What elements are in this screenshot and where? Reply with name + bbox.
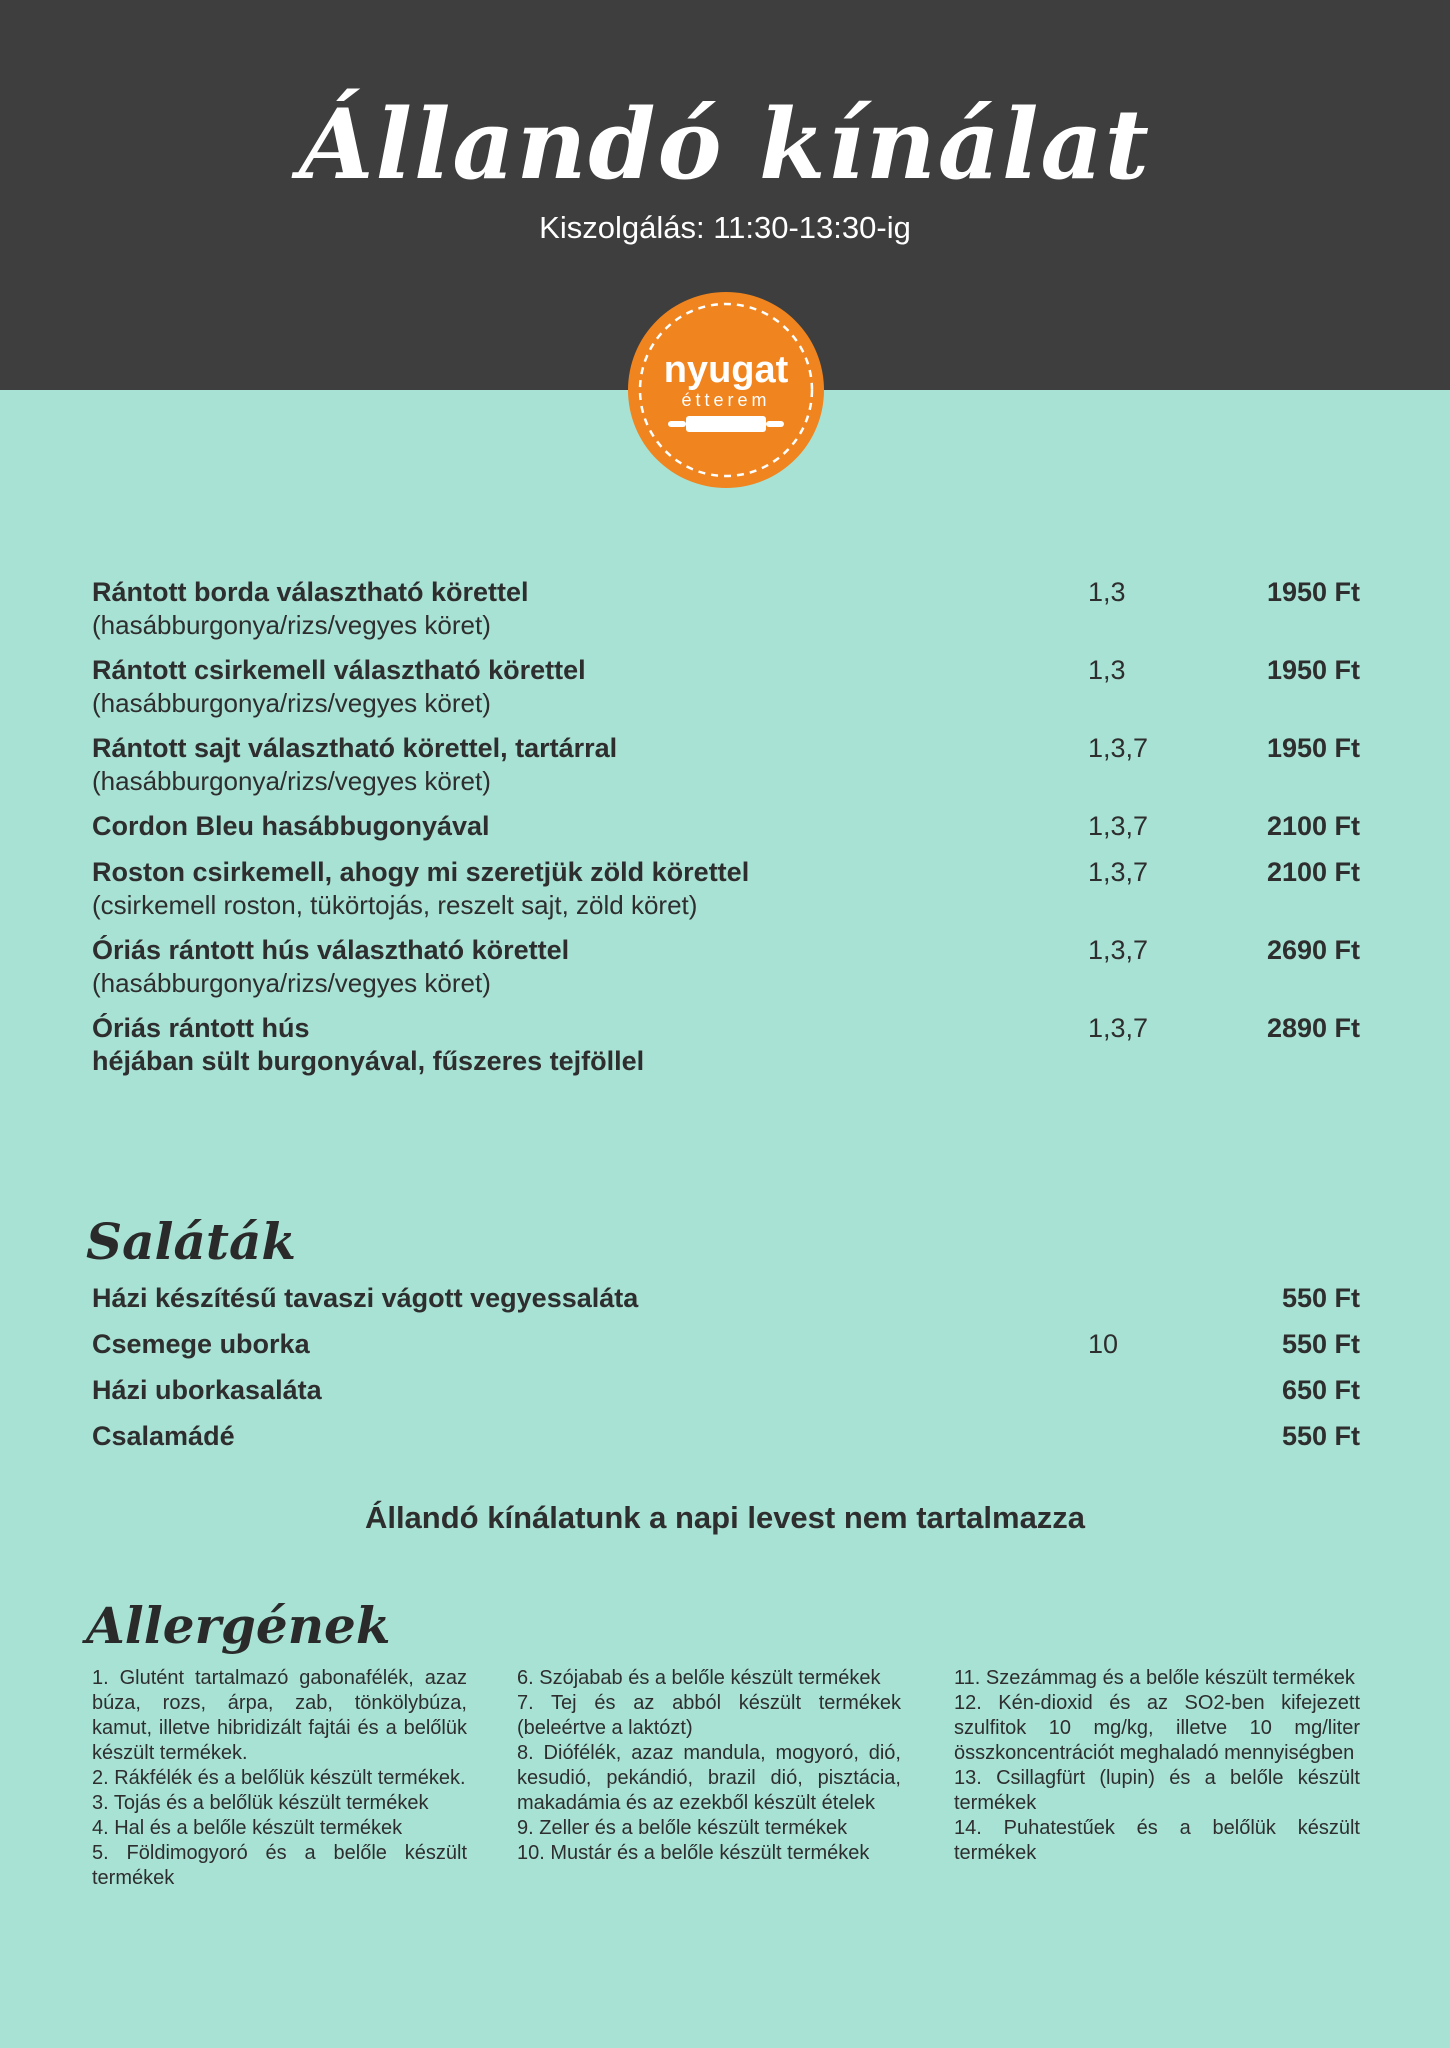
allergen-entry: 8. Diófélék, azaz mandula, mogyoró, dió, kesudió, pekándió, brazil dió, pisztácia, makadámia és az ezekből készült ételek <box>517 1742 901 1814</box>
allergen-entry: 7. Tej és az abból készült termékek (beleértve a laktózt) <box>517 1692 901 1739</box>
allergen-entry: 13. Csillagfürt (lupin) és a belőle készült termékek <box>954 1767 1360 1814</box>
item-allergens: 1,3,7 <box>1088 1013 1149 1043</box>
item-allergens: 1,3,7 <box>1088 733 1149 763</box>
allergen-entry: 12. Kén-dioxid és az SO2-ben kifejezett szulfitok 10 mg/kg, illetve 10 mg/liter összkoncentrációt meghaladó mennyiségben <box>954 1692 1360 1764</box>
item-price: 1950 Ft <box>1266 655 1360 685</box>
allergen-entry: 14. Puhatestűek és a belőlük készült termékek <box>954 1817 1360 1864</box>
item-price: 2690 Ft <box>1266 935 1360 965</box>
allergen-entry: 11. Szezámmag és a belőle készült termékek <box>954 1667 1355 1689</box>
salad-item <box>92 1420 1360 1453</box>
item-price: 2100 Ft <box>1266 857 1360 887</box>
item-price: 2890 Ft <box>1266 1013 1360 1043</box>
allergen-entry: 9. Zeller és a belőle készült termékek <box>517 1817 848 1839</box>
item-name: Házi uborkasaláta <box>92 1375 322 1405</box>
item-name-second-line: héjában sült burgonyával, fűszeres tejföllel <box>92 1046 645 1076</box>
item-allergens: 1,3,7 <box>1088 935 1149 965</box>
item-description: (hasábburgonya/rizs/vegyes köret) <box>92 688 491 718</box>
allergen-entry: 6. Szójabab és a belőle készült termékek <box>517 1667 881 1689</box>
allergen-entry: 5. Földimogyoró és a belőle készült termékek <box>92 1842 467 1889</box>
item-allergens: 10 <box>1088 1329 1119 1359</box>
salad-item <box>92 1328 1360 1361</box>
menu-item <box>92 576 1360 642</box>
menu-item <box>92 732 1360 798</box>
item-name: Roston csirkemell, ahogy mi szeretjük zöld körettel <box>92 857 750 887</box>
allergen-column-1 <box>92 1666 467 1891</box>
item-allergens: 1,3 <box>1088 577 1126 607</box>
item-description: (hasábburgonya/rizs/vegyes köret) <box>92 766 491 796</box>
item-name: Óriás rántott hús választható körettel <box>92 935 570 965</box>
service-hours: Kiszolgálás: 11:30-13:30-ig <box>539 210 911 245</box>
menu-item <box>92 654 1360 720</box>
soup-notice: Állandó kínálatunk a napi levest nem tartalmazza <box>364 1500 1086 1535</box>
item-allergens: 1,3,7 <box>1088 811 1149 841</box>
item-allergens: 1,3,7 <box>1088 857 1149 887</box>
item-allergens: 1,3 <box>1088 655 1126 685</box>
item-price: 2100 Ft <box>1266 811 1360 841</box>
item-price: 1950 Ft <box>1266 733 1360 763</box>
item-name: Rántott csirkemell választható körettel <box>92 655 586 685</box>
salad-item <box>92 1374 1360 1407</box>
logo-name: nyugat <box>663 349 789 391</box>
rolling-pin-icon <box>668 416 784 432</box>
item-name: Csemege uborka <box>92 1329 310 1359</box>
item-price: 550 Ft <box>1281 1421 1360 1451</box>
allergens-heading: Allergének <box>86 1596 391 1655</box>
allergen-entry: 4. Hal és a belőle készült termékek <box>92 1817 403 1839</box>
item-price: 550 Ft <box>1281 1283 1360 1313</box>
item-price: 650 Ft <box>1281 1375 1360 1405</box>
menu-item <box>92 1012 1360 1078</box>
item-name: Házi készítésű tavaszi vágott vegyessaláta <box>92 1283 639 1313</box>
menu-item <box>92 810 1360 843</box>
item-name: Rántott sajt választható körettel, tartárral <box>92 733 618 763</box>
salads-heading: Saláták <box>86 1212 297 1271</box>
salad-item <box>92 1282 1360 1315</box>
allergen-column-3 <box>954 1666 1360 1866</box>
menu-item <box>92 934 1360 1000</box>
page-title: Állandó kínálat <box>299 88 1151 201</box>
item-price: 550 Ft <box>1281 1329 1360 1359</box>
allergen-entry: 3. Tojás és a belőlük készült termékek <box>92 1792 429 1814</box>
item-name: Csalamádé <box>92 1421 235 1451</box>
allergen-column-2 <box>517 1666 901 1866</box>
logo-tagline: étterem <box>681 390 771 410</box>
restaurant-logo <box>628 292 824 488</box>
allergen-entry: 1. Glutént tartalmazó gabonafélék, azaz búza, rozs, árpa, zab, tönkölybúza, kamut, illetve hibridizált fajtái és a belőlük készült termékek. <box>92 1667 467 1764</box>
allergen-entry: 2. Rákfélék és a belőlük készült termékek. <box>92 1767 466 1789</box>
item-name: Cordon Bleu hasábbugonyával <box>92 811 490 841</box>
item-description: (hasábburgonya/rizs/vegyes köret) <box>92 968 491 998</box>
item-description: (hasábburgonya/rizs/vegyes köret) <box>92 610 491 640</box>
menu-item <box>92 856 1360 922</box>
item-price: 1950 Ft <box>1266 577 1360 607</box>
item-name: Óriás rántott hús <box>92 1013 310 1043</box>
allergen-entry: 10. Mustár és a belőle készült termékek <box>517 1842 870 1864</box>
item-name: Rántott borda választható körettel <box>92 577 529 607</box>
item-description: (csirkemell roston, tükörtojás, reszelt sajt, zöld köret) <box>92 890 698 920</box>
